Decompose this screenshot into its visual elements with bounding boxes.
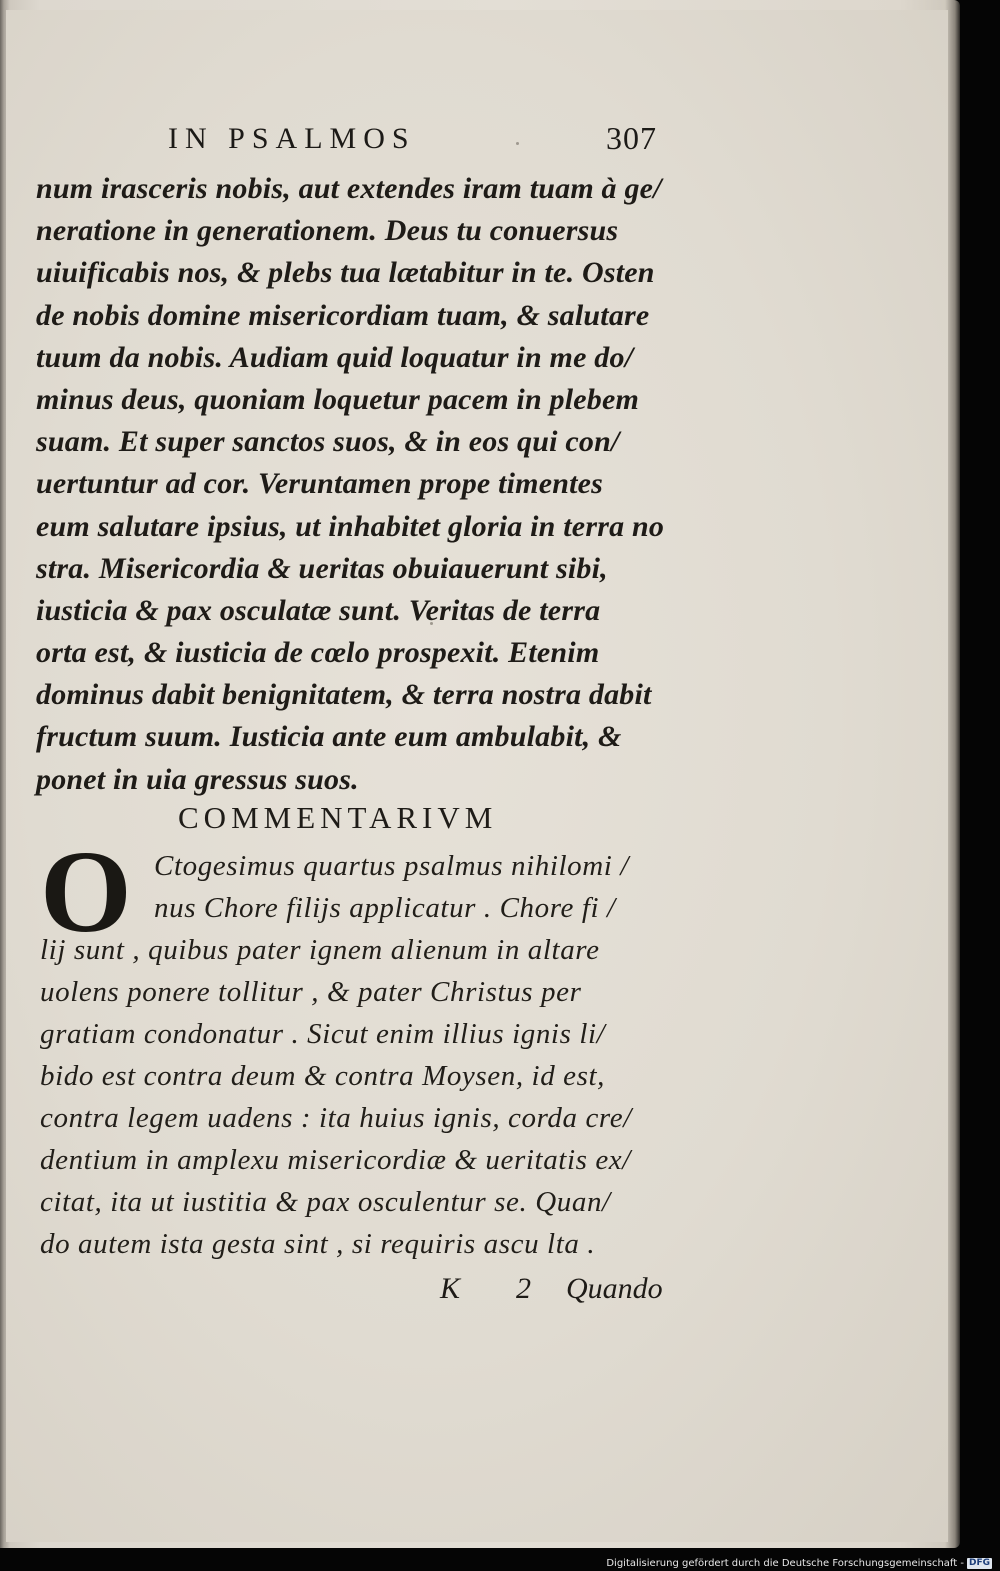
text-line: stra. Misericordia & ueritas obuiauerunt sibi, [36, 551, 608, 585]
text-line: dentium in amplexu misericordiæ & ueritatis ex/ [40, 1144, 631, 1176]
text-line: orta est, & iusticia de cœlo prospexit. Etenim [36, 636, 600, 670]
text-line: lij sunt , quibus pater ignem alienum in altare [40, 934, 600, 966]
catchword: Quando [566, 1272, 663, 1305]
running-head: IN PSALMOS [168, 122, 416, 155]
text-line: do autem ista gesta sint , si requiris ascu lta . [40, 1228, 596, 1260]
text-line: fructum suum. Iusticia ante eum ambulabit, & [36, 720, 622, 754]
text-line: gratiam condonatur . Sicut enim illius ignis li/ [40, 1018, 606, 1050]
drop-cap-initial: O [40, 826, 132, 957]
text-line: eum salutare ipsius, ut inhabitet gloria in terra no [36, 509, 665, 543]
text-line: neratione in generationem. Deus tu conuersus [36, 214, 619, 248]
text-line: minus deus, quoniam loquetur pacem in plebem [36, 382, 640, 416]
text-line: nus Chore filijs applicatur . Chore fi / [154, 892, 616, 924]
text-line: contra legem uadens : ita huius ignis, corda cre/ [40, 1102, 632, 1134]
text-line: tuum da nobis. Audiam quid loquatur in me do/ [36, 340, 634, 374]
signature-number: 2 [516, 1272, 531, 1305]
text-line: de nobis domine misericordiam tuam, & salutare [36, 298, 650, 332]
text-line: uiuificabis nos, & plebs tua lætabitur in te. Osten [36, 256, 655, 290]
text-line: ponet in uia gressus suos. [36, 762, 359, 796]
psalm-text-block [36, 168, 676, 801]
page-header [0, 112, 942, 162]
section-heading: COMMENTARIVM [178, 800, 498, 835]
text-line: uolens ponere tollitur , & pater Christus per [40, 976, 582, 1008]
text-line: num irasceris nobis, aut extendes iram tuam à ge/ [36, 172, 662, 205]
commentary-text-block [40, 845, 690, 1265]
credit-text: Digitalisierung gefördert durch die Deutsche Forschungsgemeinschaft - [606, 1558, 964, 1569]
text-line: dominus dabit benignitatem, & terra nostra dabit [36, 678, 652, 712]
digitization-credit [606, 1558, 992, 1569]
text-line: suam. Et super sanctos suos, & in eos qui con/ [36, 425, 620, 459]
dfg-logo: DFG [968, 1558, 990, 1568]
text-line: citat, ita ut iustitia & pax osculentur se. Quan/ [40, 1186, 611, 1218]
page-number: 307 [606, 120, 657, 156]
text-line: Ctogesimus quartus psalmus nihilomi / [154, 850, 629, 882]
text-line: iusticia & pax osculatæ sunt. Veritas de terra [36, 593, 601, 627]
text-line: uertuntur ad cor. Veruntamen prope timentes [36, 467, 604, 501]
signature-mark: K [440, 1272, 461, 1305]
text-line: bido est contra deum & contra Moysen, id est, [40, 1060, 606, 1092]
